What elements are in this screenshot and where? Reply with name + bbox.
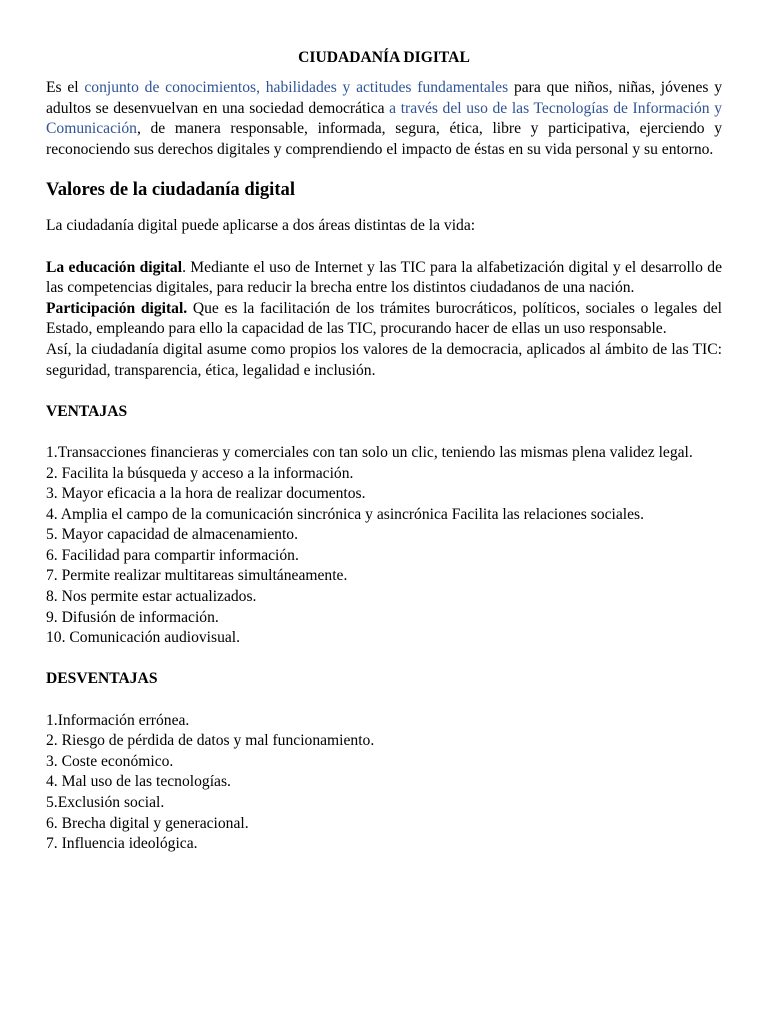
list-item: 8. Nos permite estar actualizados. <box>46 588 257 606</box>
advantages-list <box>46 443 722 649</box>
list-item: 9. Difusión de información. <box>46 608 219 626</box>
intro-text-1: Es el <box>46 79 85 96</box>
list-item: 7. Permite realizar multitareas simultáneamente. <box>46 567 348 585</box>
education-text: . Mediante el uso de Internet y las TIC para la alfabetización digital y el desarrollo de las competencias digitales, para reducir la brecha entre los distintos ciudadanos de una nación. <box>46 258 722 297</box>
list-item: 6. Brecha digital y generacional. <box>46 814 249 832</box>
list-item: 2. Facilita la búsqueda y acceso a la información. <box>46 464 354 482</box>
disadvantages-heading: DESVENTAJAS <box>46 670 158 688</box>
list-item: 1.Transacciones financieras y comerciales con tan solo un clic, teniendo las mismas plena validez legal. <box>46 443 693 461</box>
democracy-paragraph: Así, la ciudadanía digital asume como propios los valores de la democracia, aplicados al ámbito de las TIC: seguridad, transparencia, ética, legalidad e inclusión. <box>46 340 722 379</box>
list-item: 3. Mayor eficacia a la hora de realizar documentos. <box>46 485 366 503</box>
intro-highlight-2: a través del uso de las Tecnologías de Información y Comunicación <box>46 99 723 138</box>
list-item: 5. Mayor capacidad de almacenamiento. <box>46 526 298 544</box>
intro-text-2: para que niños, niñas, jóvenes y adultos se desenvuelvan en una sociedad democrática <box>46 79 722 117</box>
intro-paragraph <box>46 78 722 160</box>
list-item: 3. Coste económico. <box>46 752 174 770</box>
education-term: La educación digital <box>46 258 183 276</box>
education-paragraph <box>46 258 722 299</box>
advantages-heading: VENTAJAS <box>46 402 128 420</box>
list-item: 4. Amplia el campo de la comunicación sincrónica y asincrónica Facilita las relaciones sociales. <box>46 505 644 523</box>
list-item: 1.Información errónea. <box>46 711 190 729</box>
participation-paragraph <box>46 299 722 340</box>
list-item: 10. Comunicación audiovisual. <box>46 629 241 647</box>
document-title: CIUDADANÍA DIGITAL <box>298 49 470 66</box>
list-item: 7. Influencia ideológica. <box>46 835 198 853</box>
areas-intro: La ciudadanía digital puede aplicarse a dos áreas distintas de la vida: <box>46 217 476 235</box>
intro-highlight-1: conjunto de conocimientos, habilidades y actitudes fundamentales <box>84 79 509 96</box>
list-item: 4. Mal uso de las tecnologías. <box>46 773 231 791</box>
list-item: 2. Riesgo de pérdida de datos y mal funcionamiento. <box>46 732 375 750</box>
list-item: 5.Exclusión social. <box>46 794 165 811</box>
document-page <box>46 48 722 855</box>
intro-text-3: , de manera responsable, informada, segura, ética, libre y participativa, ejerciendo y reconociendo sus derechos digitales y comprendiendo el impacto de éstas en su vida personal y su entorno. <box>46 120 722 158</box>
list-item: 6. Facilidad para compartir información. <box>46 546 299 564</box>
participation-term: Participación digital. <box>46 299 188 317</box>
disadvantages-list <box>46 711 722 855</box>
participation-text: Que es la facilitación de los trámites burocráticos, políticos, sociales o legales del Estado, empleando para ello la capacidad de las TIC, procurando hacer de ellas un uso responsable. <box>46 299 722 338</box>
values-heading: Valores de la ciudadanía digital <box>46 179 295 201</box>
